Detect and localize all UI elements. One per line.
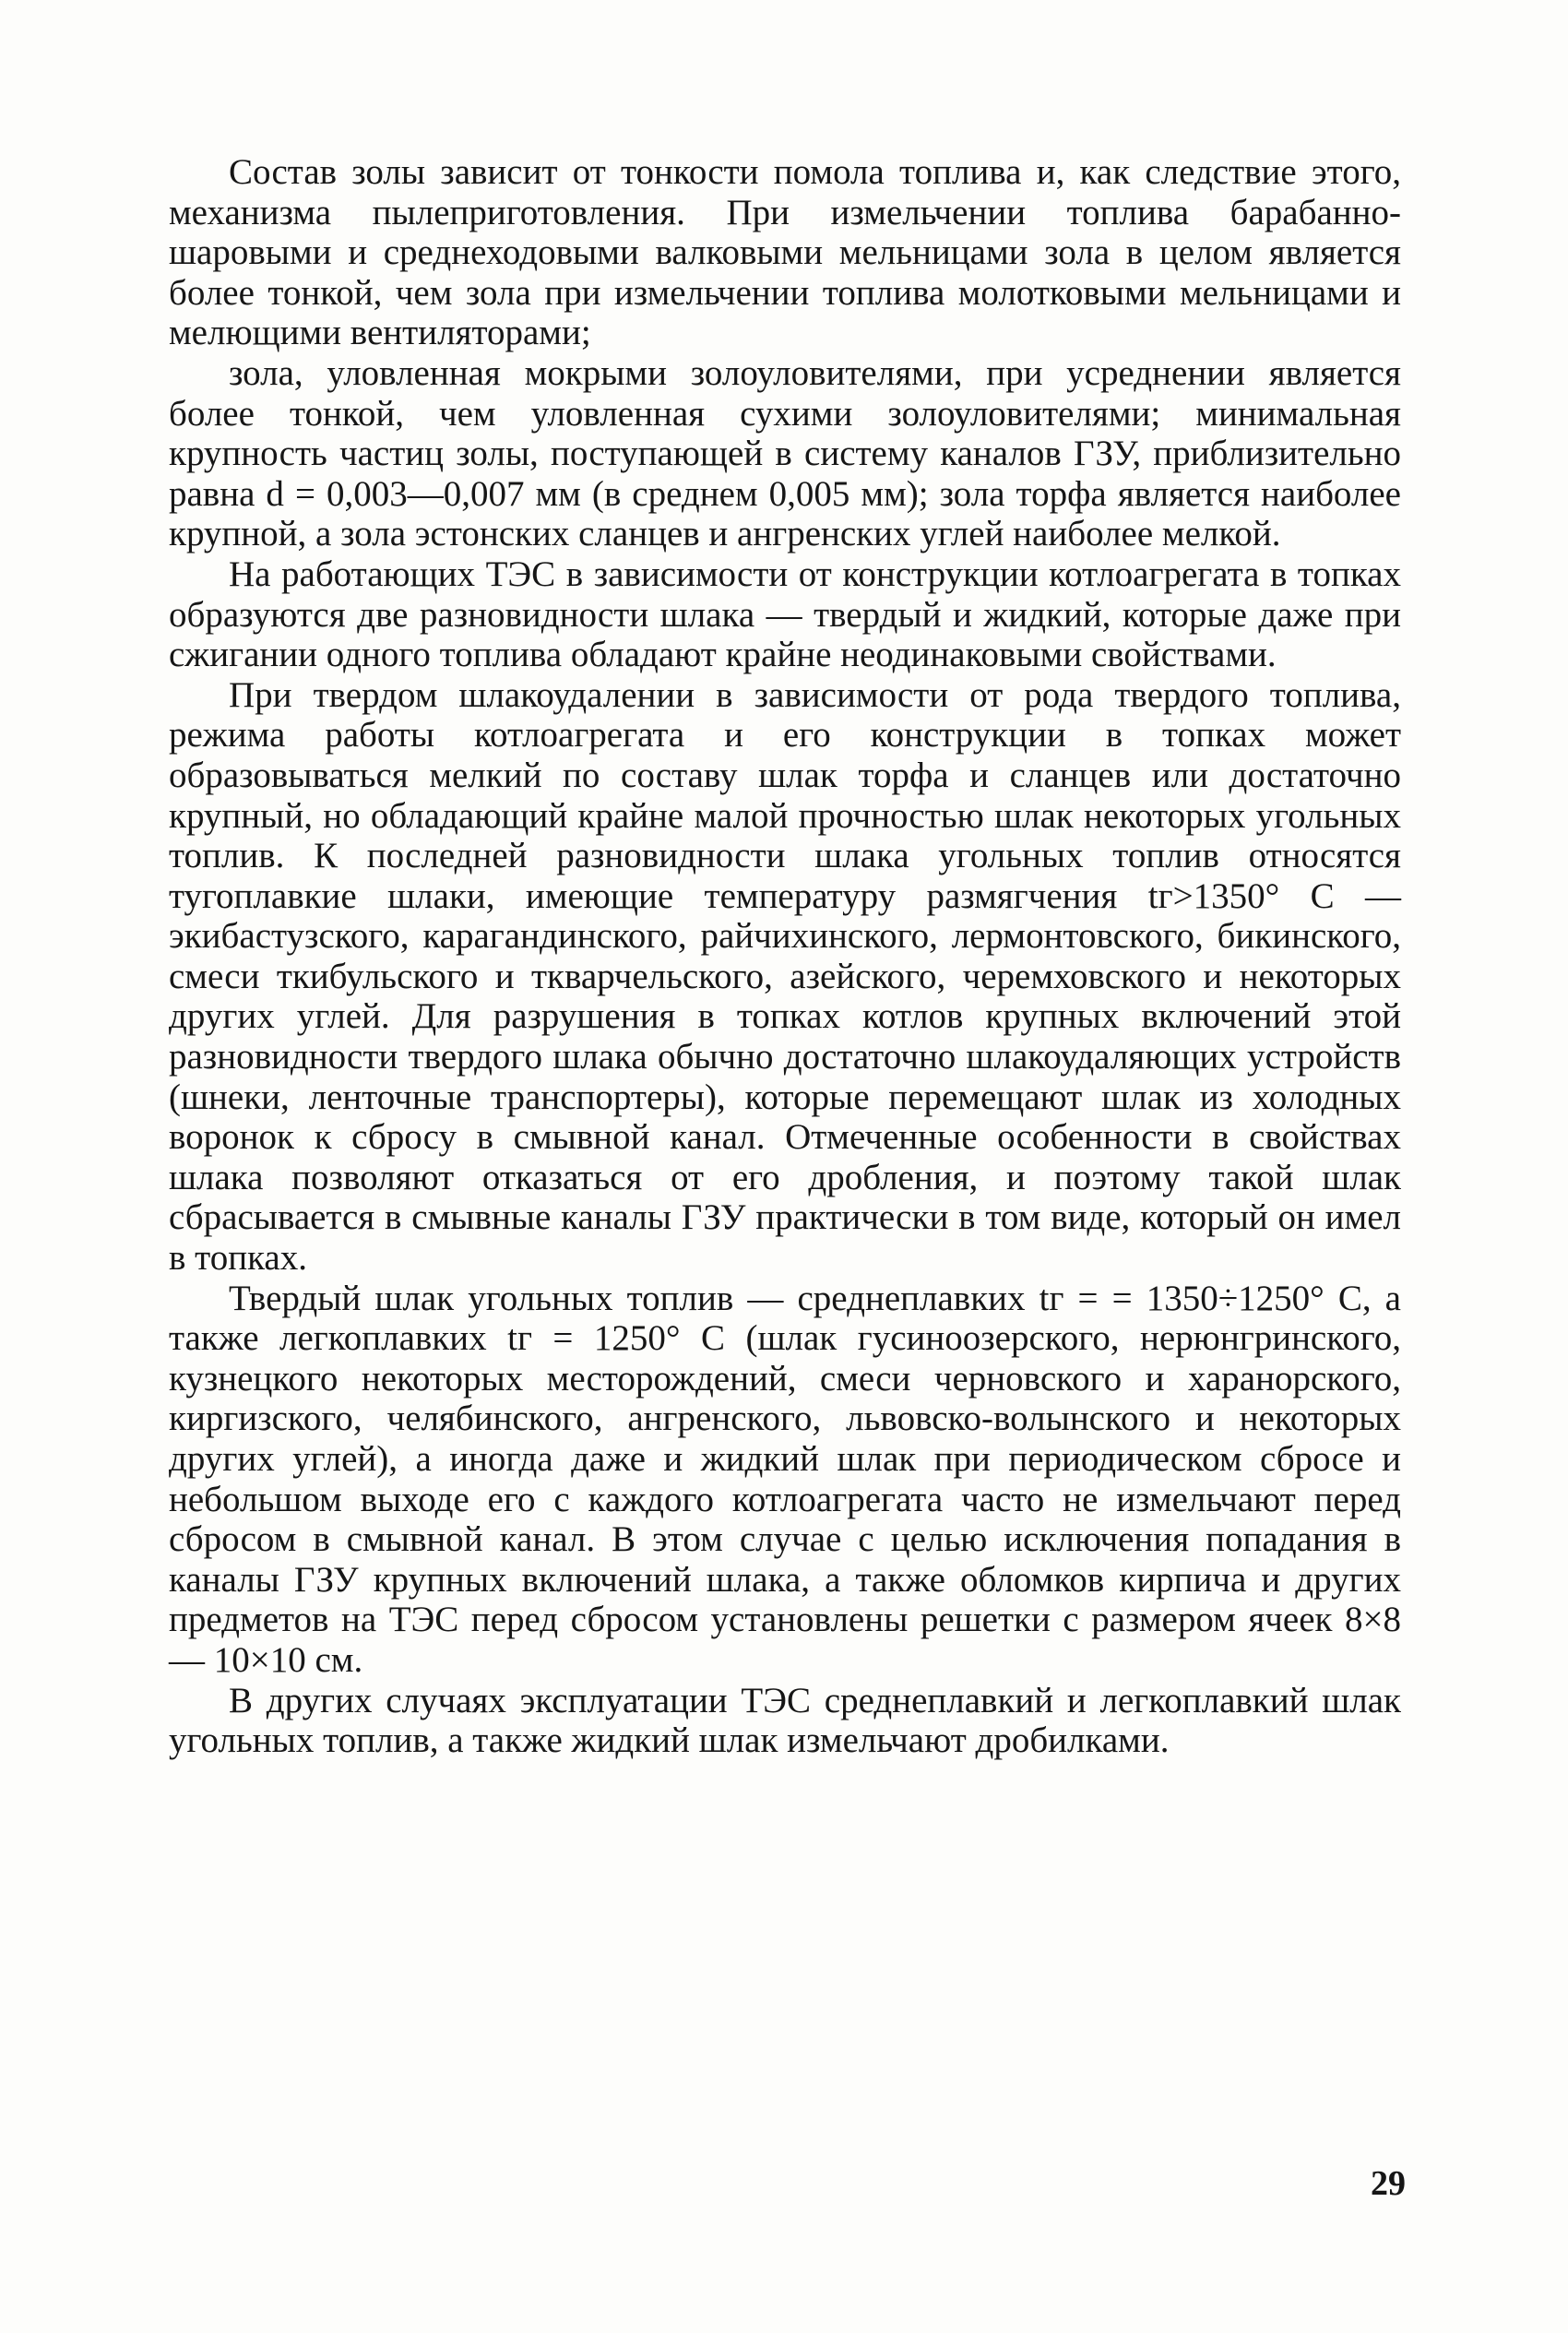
paragraph-solid-slag-removal: При твердом шлакоудалении в зависимости от рода твердого топлива, режима работы котлоагрегата и его конструкции в топках может образовываться мелкий по составу шлак торфа и сланцев или достаточно крупный, но обладающий крайне малой прочностью шлак некоторых угольных топлив. К последней разновидности шлака угольных топлив относятся тугоплавкие шлаки, имеющие температуру размягчения tг>1350° С — экибастузского, карагандинского, райчихинского, лермонтовского, бикинского, смеси ткибульского и ткварчельского, азейского, черемховского и некоторых других углей. Для разрушения в топках котлов крупных включений этой разновидности твердого шлака обычно достаточно шлакоудаляющих устройств (шнеки, ленточные транспортеры), которые перемещают шлак из холодных воронок к сбросу в смывной канал. Отмеченные особенности в свойствах шлака позволяют отказаться от его дробления, и поэтому такой шлак сбрасывается в смывные каналы ГЗУ практически в том виде, который он имел в топках. bbox=[169, 674, 1401, 1279]
body-text bbox=[169, 152, 1401, 1761]
page-number: 29 bbox=[1371, 2164, 1406, 2203]
paragraph-slag-types: На работающих ТЭС в зависимости от конструкции котлоагрегата в топках образуются две разновидности шлака — твердый и жидкий, которые даже при сжигании одного топлива обладают крайне неодинаковыми свойствами. bbox=[169, 553, 1401, 675]
paragraph-captured-ash: зола, уловленная мокрыми золоуловителями, при усреднении является более тонкой, чем уловленная сухими золоуловителями; минимальная крупность частиц золы, поступающей в систему каналов ГЗУ, приблизительно равна d = 0,003—0,007 мм (в среднем 0,005 мм); зола торфа является наиболее крупной, а зола эстонских сланцев и ангренских углей наиболее мелкой. bbox=[169, 352, 1401, 554]
paragraph-crushers: В других случаях эксплуатации ТЭС среднеплавкий и легкоплавкий шлак угольных топлив, а также жидкий шлак измельчают дробилками. bbox=[169, 1680, 1401, 1761]
paragraph-medium-melting-slag: Твердый шлак угольных топлив — среднеплавких tг = = 1350÷1250° С, а также легкоплавких tг = 1250° С (шлак гусиноозерского, нерюнгринского, кузнецкого некоторых месторождений, смеси черновского и харанорского, киргизского, челябинского, ангренского, львовско-волынского и некоторых других углей), а иногда даже и жидкий шлак при периодическом сбросе и небольшом выходе его с каждого котлоагрегата часто не измельчают перед сбросом в смывной канал. В этом случае с целью исключения попадания в каналы ГЗУ крупных включений шлака, а также обломков кирпича и других предметов на ТЭС перед сбросом установлены решетки с размером ячеек 8×8 — 10×10 см. bbox=[169, 1278, 1401, 1680]
paragraph-ash-composition: Состав золы зависит от тонкости помола топлива и, как следствие этого, механизма пылеприготовления. При измельчении топлива барабанно-шаровыми и среднеходовыми валковыми мельницами зола в целом является более тонкой, чем зола при измельчении топлива молотковыми мельницами и мелющими вентиляторами; bbox=[169, 152, 1401, 353]
